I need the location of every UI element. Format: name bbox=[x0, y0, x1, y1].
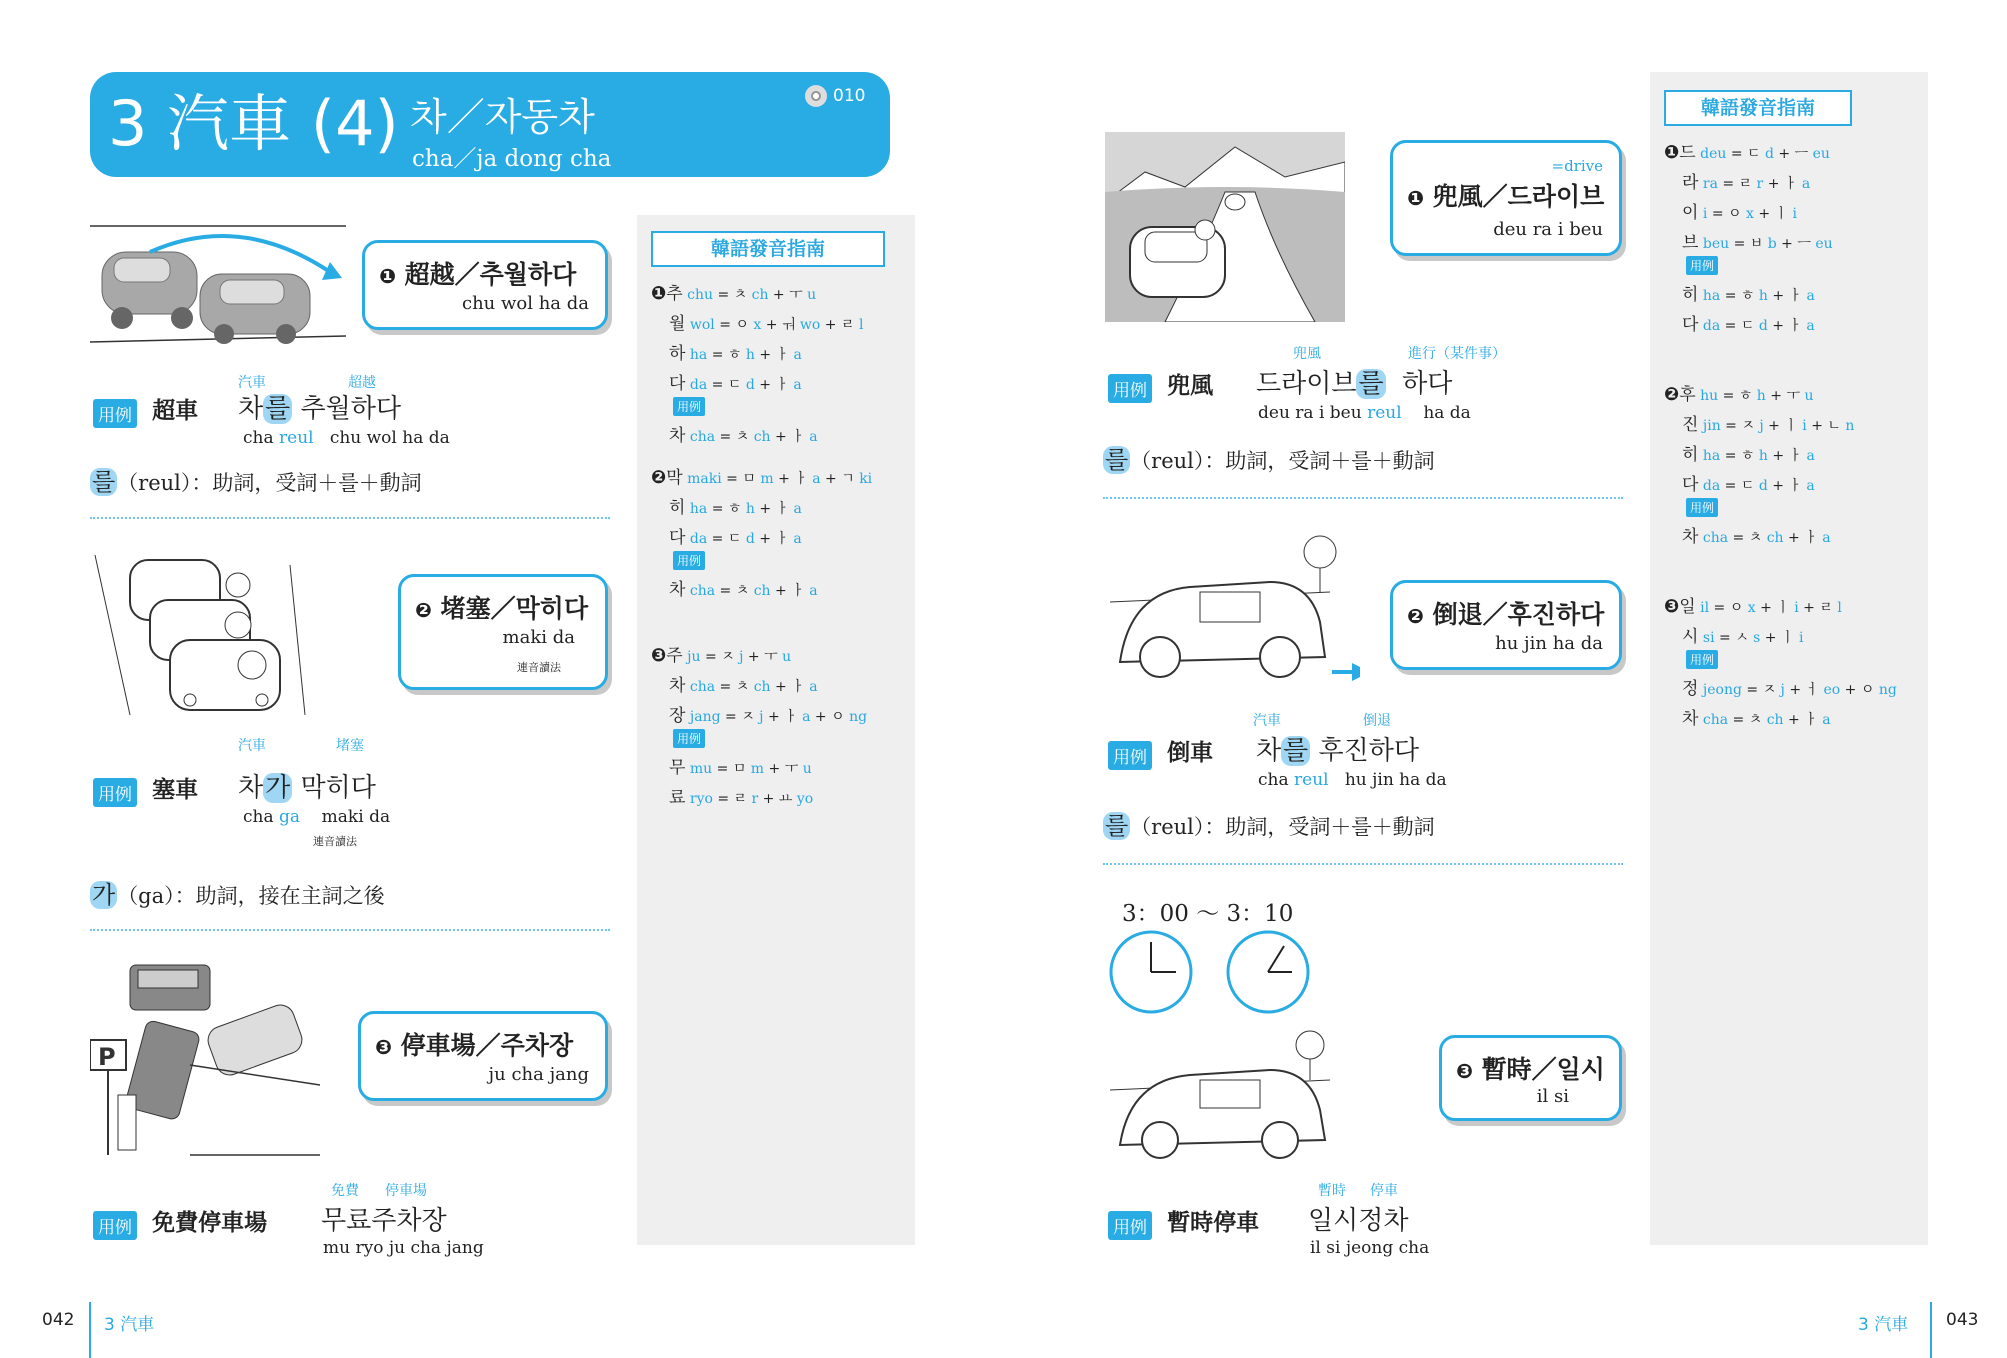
overtaking-cars-illustration bbox=[90, 222, 350, 347]
footer-section-left: 3 汽車 bbox=[104, 1315, 155, 1335]
example-chinese: 暫時停車 bbox=[1167, 1210, 1260, 1236]
guide-line: 정 jeong = ㅈ j + ㅓ eo + ㅇ ng bbox=[1682, 679, 1897, 699]
guide-line: 차 cha = ㅊ ch + ㅏ a bbox=[669, 426, 818, 446]
guide-title: 韓語發音指南 bbox=[651, 231, 885, 267]
guide-line: 다 da = ㄷ d + ㅏ a bbox=[1682, 315, 1815, 335]
section-divider bbox=[90, 517, 610, 519]
guide-line: 히 ha = ㅎ h + ㅏ a bbox=[669, 498, 802, 518]
guide-line: 하 ha = ㅎ h + ㅏ a bbox=[669, 344, 802, 364]
chapter-title: 3 汽車 (4) bbox=[108, 87, 399, 160]
vocab-term: 暫時／일시 bbox=[1481, 1055, 1605, 1084]
vocab-romanization: ju cha jang bbox=[488, 1064, 589, 1085]
grammar-note-2: 가（ga）：助詞，接在主詞之後 bbox=[92, 881, 385, 909]
example-tag: 用例 bbox=[93, 778, 137, 807]
chapter-korean: 차／자동차 bbox=[410, 95, 595, 139]
guide-example-tag: 用例 bbox=[1686, 498, 1718, 517]
guide-line: 이 i = ㅇ x + ㅣ i bbox=[1682, 203, 1797, 223]
example-romanization: cha reul chu wol ha da bbox=[243, 428, 450, 448]
example-romanization: mu ryo ju cha jang bbox=[323, 1238, 484, 1258]
vocab-card-overtake: ❶ 超越／추월하다 chu wol ha da bbox=[362, 240, 608, 330]
traffic-jam-illustration bbox=[90, 545, 310, 720]
vocab-term: 倒退／후진하다 bbox=[1432, 600, 1605, 629]
guide-line: 다 da = ㄷ d + ㅏ a bbox=[669, 374, 802, 394]
grammar-note-3: 를（reul）：助詞，受詞＋를＋動詞 bbox=[1105, 446, 1435, 474]
example-chinese: 塞車 bbox=[152, 777, 199, 803]
example-tag: 用例 bbox=[1108, 374, 1152, 403]
guide-line: 라 ra = ㄹ r + ㅏ a bbox=[1682, 173, 1811, 193]
guide-example-tag: 用例 bbox=[673, 729, 705, 748]
guide-line: 히 ha = ㅎ h + ㅏ a bbox=[1682, 445, 1815, 465]
example-romanization: cha reul hu jin ha da bbox=[1258, 770, 1447, 790]
cd-icon bbox=[805, 85, 827, 107]
driving-mountain-illustration bbox=[1105, 132, 1345, 322]
guide-line: 시 si = ㅅ s + ㅣ i bbox=[1682, 627, 1804, 647]
guide-example-tag: 用例 bbox=[673, 397, 705, 416]
example-korean: 드라이브를 하다 bbox=[1256, 369, 1453, 399]
example-korean: 차가 막히다 bbox=[238, 773, 376, 803]
chapter-banner bbox=[90, 72, 890, 177]
vocab-gloss: =drive bbox=[1551, 157, 1603, 175]
guide-line: 브 beu = ㅂ b + ㅡ eu bbox=[1682, 233, 1833, 253]
guide-line: ❷막 maki = ㅁ m + ㅏ a + ㄱ ki bbox=[651, 467, 873, 488]
audio-track[interactable] bbox=[805, 85, 865, 107]
example-korean: 차를 후진하다 bbox=[1256, 736, 1419, 766]
example-tag: 用例 bbox=[1108, 1211, 1152, 1240]
chapter-romanization: cha／ja dong cha bbox=[412, 146, 612, 172]
section-divider bbox=[1103, 863, 1623, 865]
guide-line: 차 cha = ㅊ ch + ㅏ a bbox=[669, 676, 818, 696]
pronunciation-guide-left bbox=[637, 215, 915, 1245]
guide-line: 차 cha = ㅊ ch + ㅏ a bbox=[1682, 527, 1831, 547]
example-romanization: il si jeong cha bbox=[1310, 1238, 1430, 1258]
guide-line: 다 da = ㄷ d + ㅏ a bbox=[1682, 475, 1815, 495]
reversing-car-illustration bbox=[1110, 532, 1360, 682]
example-korean: 무료주차장 bbox=[321, 1206, 447, 1236]
footer-divider bbox=[1930, 1302, 1932, 1358]
guide-line: ❸주 ju = ㅈ j + ㅜ u bbox=[651, 645, 792, 666]
page-number-left: 042 bbox=[42, 1310, 75, 1330]
vocab-card-parking: ❸ 停車場／주차장 ju cha jang bbox=[358, 1011, 608, 1101]
guide-line: 차 cha = ㅊ ch + ㅏ a bbox=[669, 580, 818, 600]
time-range: 3：00 ～ 3：10 bbox=[1122, 901, 1294, 927]
vocab-card-reverse: ❷ 倒退／후진하다 hu jin ha da bbox=[1390, 580, 1622, 670]
footer-section-right: 3 汽車 bbox=[1858, 1315, 1909, 1335]
liaison-note: 連音讀法 bbox=[517, 661, 561, 674]
example-tag: 用例 bbox=[1108, 741, 1152, 770]
vocab-card-drive: =drive ❶ 兜風／드라이브 deu ra i beu bbox=[1390, 140, 1622, 256]
vocab-card-blocked: ❷ 堵塞／막히다 maki da 連音讀法 bbox=[398, 574, 608, 690]
clocks-illustration bbox=[1108, 928, 1318, 1018]
example-chinese: 超車 bbox=[152, 398, 199, 424]
guide-line: ❷후 hu = ㅎ h + ㅜ u bbox=[1664, 384, 1814, 405]
example-romanization: cha ga maki da bbox=[243, 807, 391, 827]
guide-line: 진 jin = ㅈ j + ㅣ i + ㄴ n bbox=[1682, 415, 1855, 435]
audio-track-number: 010 bbox=[833, 86, 866, 106]
svg-text:P: P bbox=[98, 1043, 116, 1071]
pronunciation-guide-right bbox=[1650, 72, 1928, 1245]
grammar-note-1: 를（reul）：助詞，受詞＋를＋動詞 bbox=[92, 468, 422, 496]
vocab-term: 超越／추월하다 bbox=[404, 260, 577, 289]
vocab-romanization: il si bbox=[1536, 1086, 1569, 1107]
section-divider bbox=[90, 929, 610, 931]
guide-line: ❶추 chu = ㅊ ch + ㅜ u bbox=[651, 283, 817, 304]
example-tag: 用例 bbox=[93, 399, 137, 428]
guide-line: 월 wol = ㅇ x + ㅝ wo + ㄹ l bbox=[669, 314, 864, 334]
example-korean: 차를 추월하다 bbox=[238, 394, 401, 424]
guide-line: ❶드 deu = ㄷ d + ㅡ eu bbox=[1664, 142, 1830, 163]
guide-line: 장 jang = ㅈ j + ㅏ a + ㅇ ng bbox=[669, 706, 868, 726]
example-chinese: 免費停車場 bbox=[152, 1210, 268, 1236]
vocab-romanization: maki da bbox=[502, 627, 575, 648]
guide-line: 무 mu = ㅁ m + ㅜ u bbox=[669, 758, 812, 778]
example-korean: 일시정차 bbox=[1308, 1206, 1409, 1236]
vocab-term: 停車場／주차장 bbox=[400, 1031, 574, 1060]
parked-car-illustration bbox=[1110, 1030, 1360, 1160]
guide-example-tag: 用例 bbox=[673, 551, 705, 570]
example-tag: 用例 bbox=[93, 1211, 137, 1240]
example-chinese: 兜風 bbox=[1167, 373, 1214, 399]
liaison-note: 連音讀法 bbox=[313, 835, 357, 848]
example-romanization: deu ra i beu reul ha da bbox=[1258, 403, 1471, 423]
guide-title: 韓語發音指南 bbox=[1664, 90, 1852, 126]
guide-line: 다 da = ㄷ d + ㅏ a bbox=[669, 528, 802, 548]
guide-line: 히 ha = ㅎ h + ㅏ a bbox=[1682, 285, 1815, 305]
page-number-right: 043 bbox=[1946, 1310, 1979, 1330]
guide-example-tag: 用例 bbox=[1686, 256, 1718, 275]
vocab-card-temporary: ❸ 暫時／일시 il si bbox=[1439, 1035, 1622, 1121]
parking-lot-illustration bbox=[90, 945, 320, 1160]
vocab-term: 堵塞／막히다 bbox=[440, 594, 589, 623]
section-divider bbox=[1103, 497, 1623, 499]
grammar-note-4: 를（reul）：助詞，受詞＋를＋動詞 bbox=[1105, 812, 1435, 840]
guide-line: 료 ryo = ㄹ r + ㅛ yo bbox=[669, 788, 814, 808]
guide-line: 차 cha = ㅊ ch + ㅏ a bbox=[1682, 709, 1831, 729]
guide-line: ❸일 il = ㅇ x + ㅣ i + ㄹ l bbox=[1664, 596, 1842, 617]
vocab-romanization: hu jin ha da bbox=[1495, 633, 1603, 654]
vocab-romanization: chu wol ha da bbox=[461, 293, 589, 314]
guide-example-tag: 用例 bbox=[1686, 650, 1718, 669]
vocab-romanization: deu ra i beu bbox=[1493, 219, 1603, 240]
example-chinese: 倒車 bbox=[1167, 740, 1214, 766]
vocab-term: 兜風／드라이브 bbox=[1432, 182, 1605, 211]
footer-divider bbox=[89, 1302, 91, 1358]
